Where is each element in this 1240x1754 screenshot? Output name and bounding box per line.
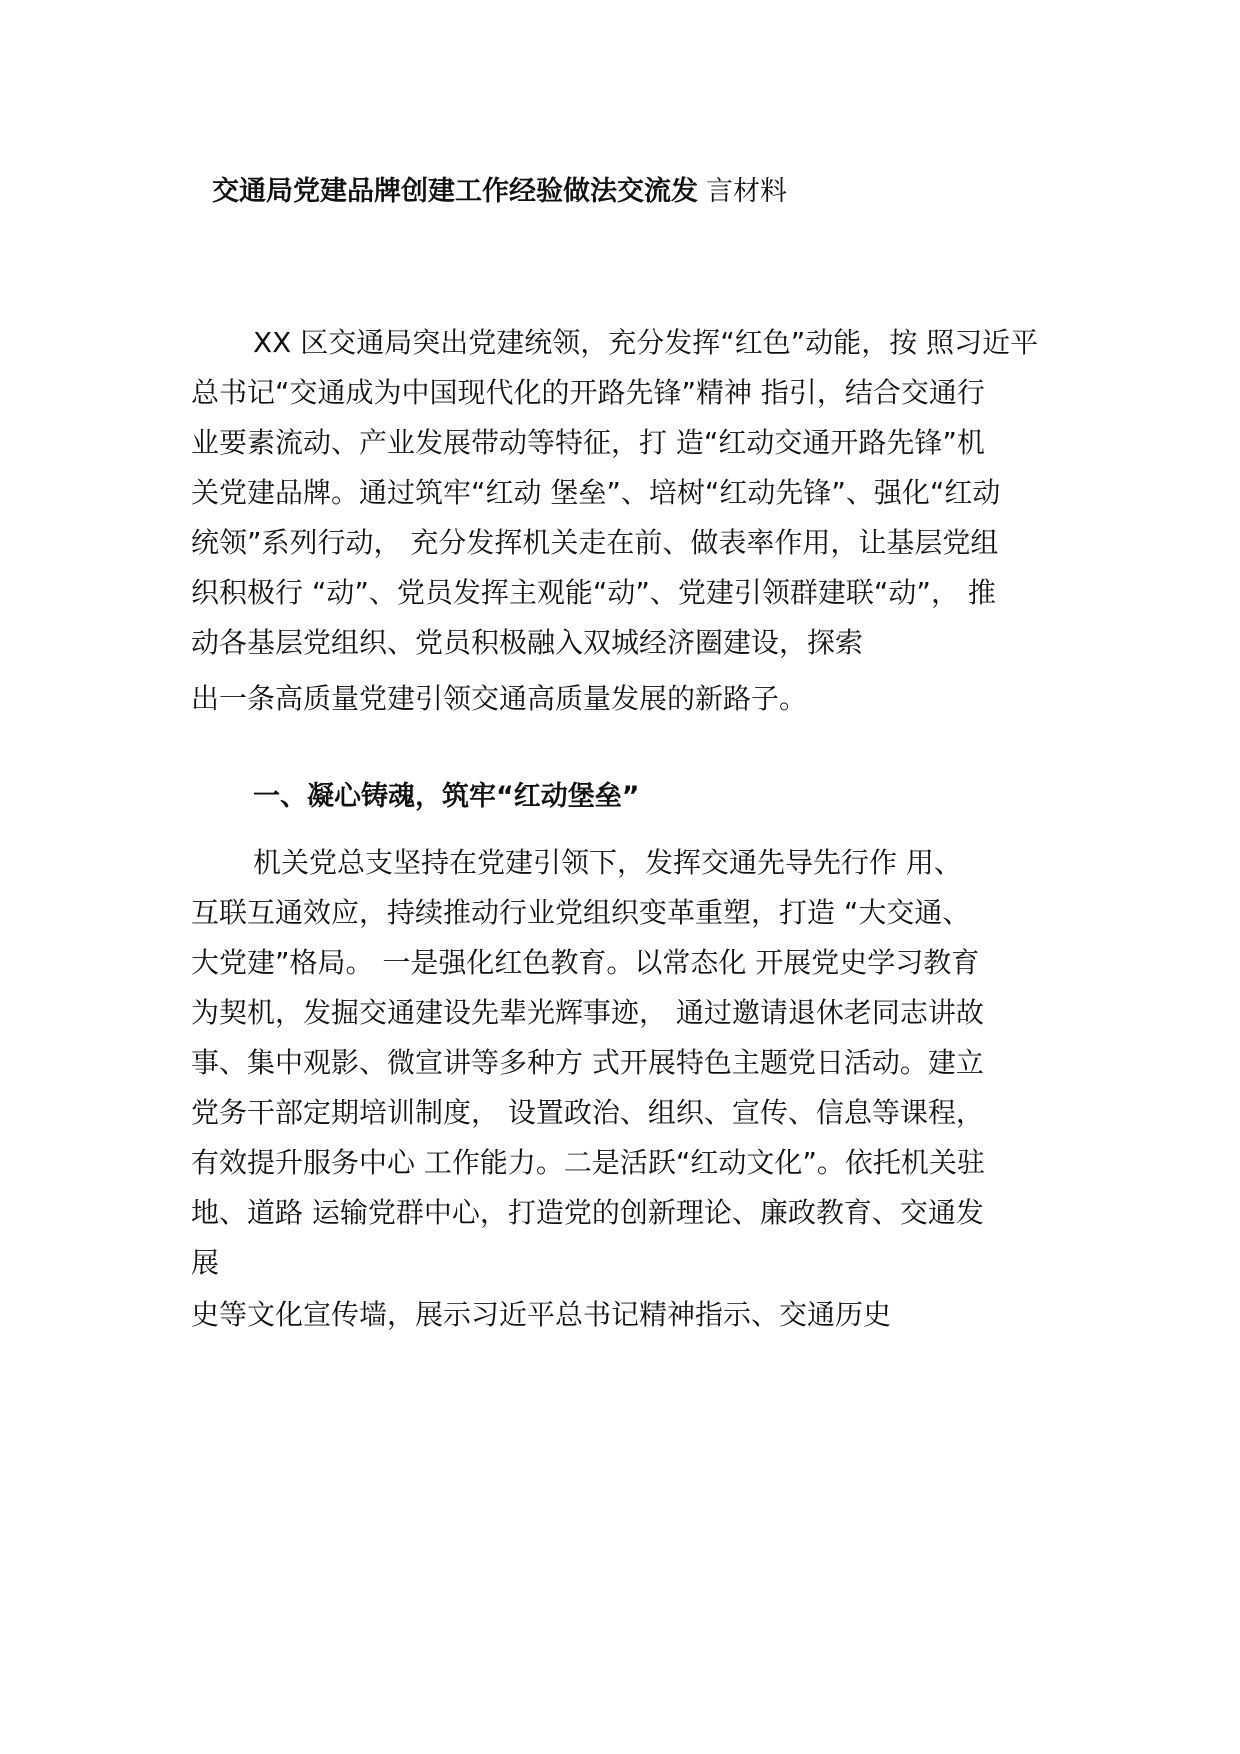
title-normal-part: 言材料 — [706, 176, 787, 207]
section-heading: 一、凝心铸魂，筑牢“红动堡垒” — [253, 781, 640, 812]
section-line: 有效提升服务中心 工作能力。二是活跃“红动文化”。依托机关驻 — [191, 1146, 985, 1179]
intro-line: 关党建品牌。通过筑牢“红动 堡垒”、培树“红动先锋”、强化“红动 — [191, 476, 1001, 509]
intro-line: XX 区交通局突出党建统领，充分发挥“红色”动能，按 照习近平 — [253, 326, 1039, 359]
intro-line: 总书记“交通成为中国现代化的开路先锋”精神 指引，结合交通行 — [191, 376, 985, 409]
section-line: 事、集中观影、微宣讲等多种方 式开展特色主题党日活动。建立 — [191, 1046, 984, 1079]
section-line: 地、道路 运输党群中心，打造党的创新理论、廉政教育、交通发 — [191, 1196, 984, 1229]
section-line: 互联互通效应，持续推动行业党组织变革重塑，打造 “大交通、 — [191, 896, 971, 929]
section-line: 为契机，发掘交通建设先辈光辉事迹， 通过邀请退休老同志讲故 — [191, 996, 984, 1029]
section-line: 大党建”格局。 一是强化红色教育。以常态化 开展党史学习教育 — [191, 946, 980, 979]
section-line: 展 — [191, 1246, 220, 1279]
title-bold-part: 交通局党建品牌创建工作经验做法交流发 — [212, 176, 698, 207]
section-tail-line: 史等文化宣传墙，展示习近平总书记精神指示、交通历史 — [191, 1298, 892, 1331]
intro-paragraph-tail — [191, 674, 1091, 724]
document-title — [212, 170, 787, 214]
section-line: 党务干部定期培训制度， 设置政治、组织、宣传、信息等课程， — [191, 1096, 984, 1129]
intro-line: 统领”系列行动， 充分发挥机关走在前、做表率作用，让基层党组 — [191, 526, 999, 559]
intro-paragraph — [191, 318, 1091, 668]
section-line: 机关党总支坚持在党建引领下，发挥交通先导先行作 用、 — [253, 846, 962, 879]
section-paragraph-tail — [191, 1290, 1091, 1340]
intro-tail-line: 出一条高质量党建引领交通高质量发展的新路子。 — [191, 682, 808, 715]
intro-line: 织积极行 “动”、党员发挥主观能“动”、党建引领群建联“动”， 推 — [191, 576, 996, 609]
intro-line: 业要素流动、产业发展带动等特征，打 造“红动交通开路先锋”机 — [191, 426, 985, 459]
intro-line: 动各基层党组织、党员积极融入双城经济圈建设，探索 — [191, 626, 864, 659]
section-paragraph — [191, 838, 1091, 1288]
